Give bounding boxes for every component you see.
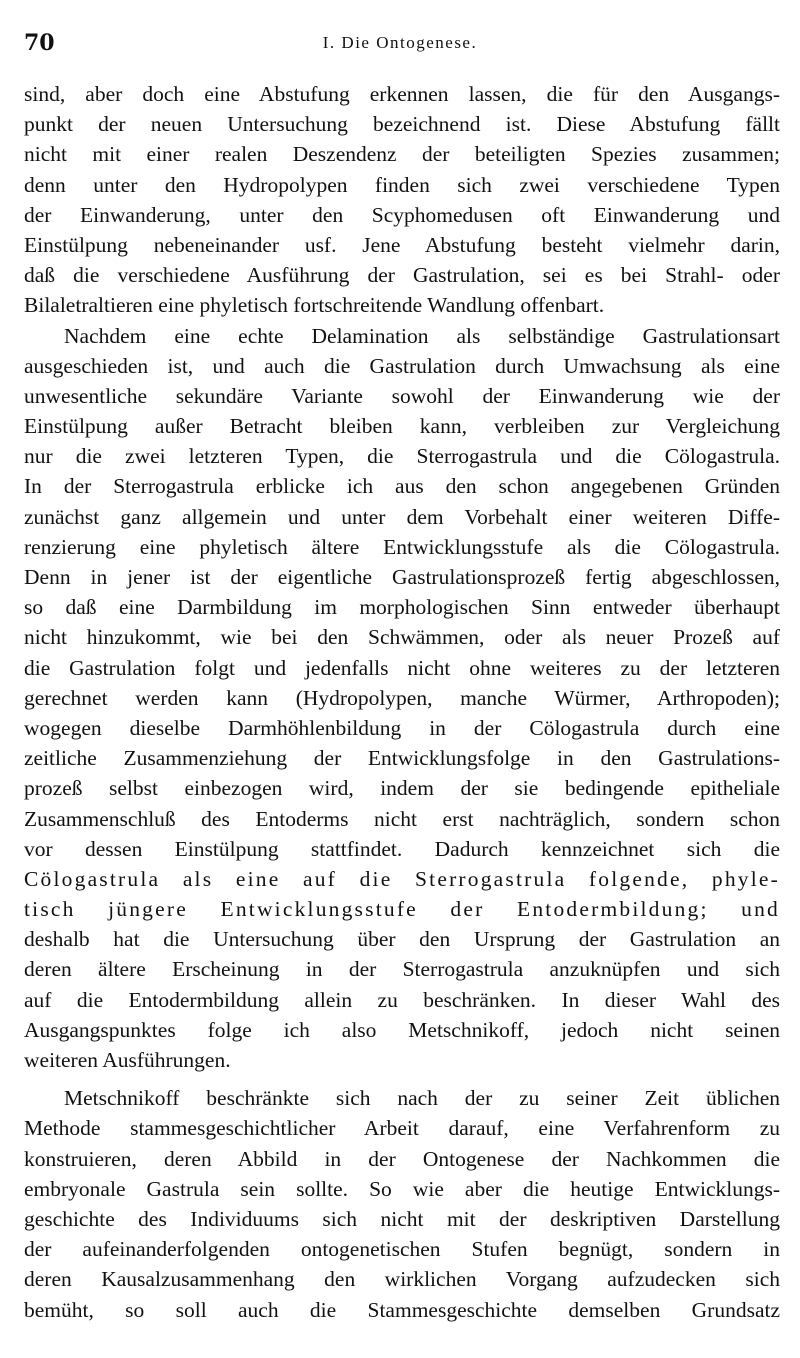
text-line-emphasized: tisch jüngere Entwicklungsstufe der Entodermbildung; und (24, 897, 780, 922)
text-line: gerechnet werden kann (Hydropolypen, manche Würmer, Arthropoden); (24, 685, 780, 710)
text-line: Bilaletraltieren eine phyletisch fortschreitende Wandlung offenbart. (24, 293, 605, 318)
text-line: Nachdem eine echte Delamination als selbständige Gastrulationsart (64, 323, 780, 348)
text-line: wogegen dieselbe Darmhöhlenbildung in der Cölogastrula durch eine (24, 715, 780, 740)
text-line: konstruieren, deren Abbild in der Ontogenese der Nachkommen die (24, 1146, 780, 1171)
text-line: prozeß selbst einbezogen wird, indem der sie bedingende epitheliale (24, 776, 780, 801)
body-text (24, 79, 780, 1325)
text-line: nur die zwei letzteren Typen, die Sterrogastrula und die Cölogastrula. (24, 444, 780, 469)
text-line: vor dessen Einstülpung stattfindet. Dadurch kennzeichnet sich die (24, 836, 780, 861)
text-line: weiteren Ausführungen. (24, 1048, 231, 1072)
text-line: geschichte des Individuums sich nicht mit der deskriptiven Darstellung (24, 1206, 780, 1231)
text-line: Ausgangspunktes folge ich also Metschnikoff, jedoch nicht seinen (24, 1017, 780, 1042)
text-line: nicht hinzukommt, wie bei den Schwämmen, oder als neuer Prozeß auf (24, 625, 780, 650)
text-line: deren ältere Erscheinung in der Sterrogastrula anzuknüpfen und sich (24, 957, 780, 982)
text-line: Einstülpung nebeneinander usf. Jene Abstufung besteht vielmehr darin, (24, 232, 780, 257)
text-line: Einstülpung außer Betracht bleiben kann, verbleiben zur Vergleichung (24, 414, 780, 439)
text-line: nicht mit einer realen Deszendenz der beteiligten Spezies zusammen; (24, 142, 780, 167)
text-line: sind, aber doch eine Abstufung erkennen lassen, die für den Ausgangs- (24, 82, 780, 106)
text-line: daß die verschiedene Ausführung der Gastrulation, sei es bei Strahl- oder (24, 263, 780, 288)
text-line: embryonale Gastrula sein sollte. So wie aber die heutige Entwicklungs- (24, 1176, 780, 1201)
text-line: punkt der neuen Untersuchung bezeichnend ist. Diese Abstufung fällt (24, 112, 780, 137)
text-line: deren Kausalzusammenhang den wirklichen Vorgang aufzudecken sich (24, 1267, 780, 1292)
text-line: zeitliche Zusammenziehung der Entwicklungsfolge in den Gastrulations- (24, 746, 780, 771)
text-line: deshalb hat die Untersuchung über den Ursprung der Gastrulation an (24, 927, 780, 952)
text-line-emphasized: Cölogastrula als eine auf die Sterrogastrula folgende, phyle- (24, 866, 780, 891)
text-line: unwesentliche sekundäre Variante sowohl der Einwanderung wie der (24, 383, 780, 408)
text-line: der Einwanderung, unter den Scyphomedusen oft Einwanderung und (24, 202, 780, 227)
text-line: denn unter den Hydropolypen finden sich zwei verschiedene Typen (24, 172, 780, 197)
text-line: so daß eine Darmbildung im morphologischen Sinn entweder überhaupt (24, 595, 780, 620)
text-line: In der Sterrogastrula erblicke ich aus den schon angegebenen Gründen (24, 474, 780, 499)
page-number: 70 (24, 30, 55, 56)
text-line: Metschnikoff beschränkte sich nach der zu seiner Zeit üblichen (64, 1086, 780, 1111)
text-line: zunächst ganz allgemein und unter dem Vorbehalt einer weiteren Diffe- (24, 504, 780, 529)
paragraph (24, 1083, 780, 1325)
paragraph-gap (24, 1075, 780, 1083)
paragraph (24, 79, 780, 321)
text-line: ausgeschieden ist, und auch die Gastrulation durch Umwachsung als eine (24, 353, 780, 378)
text-line: die Gastrulation folgt und jedenfalls nicht ohne weiteres zu der letzteren (24, 655, 780, 680)
text-line: renzierung eine phyletisch ältere Entwicklungsstufe als die Cölogastrula. (24, 534, 780, 559)
text-line: bemüht, so soll auch die Stammesgeschichte demselben Grundsatz (24, 1297, 780, 1322)
running-head: I. Die Ontogenese. (322, 33, 478, 52)
text-line: Denn in jener ist der eigentliche Gastrulationsprozeß fertig abgeschlossen, (24, 565, 780, 589)
text-line: der aufeinanderfolgenden ontogenetischen Stufen begnügt, sondern in (24, 1237, 780, 1262)
page-header (0, 28, 800, 58)
paragraph (24, 321, 780, 1076)
text-line: auf die Entodermbildung allein zu beschränken. In dieser Wahl des (24, 987, 780, 1012)
text-line: Methode stammesgeschichtlicher Arbeit darauf, eine Verfahrenform zu (24, 1116, 780, 1141)
text-line: Zusammenschluß des Entoderms nicht erst nachträglich, sondern schon (24, 806, 780, 831)
